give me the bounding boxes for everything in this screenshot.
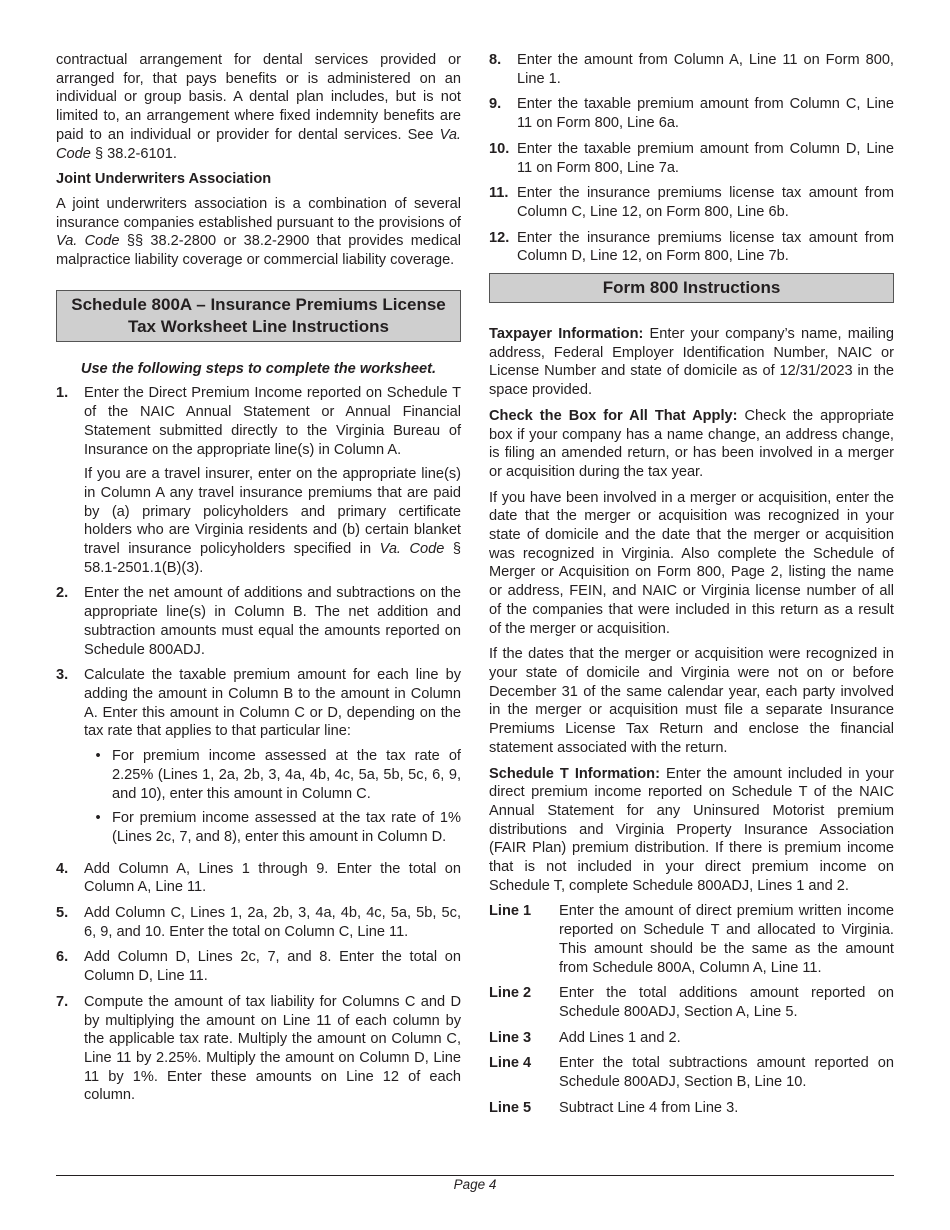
checkbox-paragraph: Check the Box for All That Apply: Check the appropriate box if your company has a name change, an address change, is filing an amended return, or has been involved in a merger or acquisition during the tax year. bbox=[489, 407, 894, 480]
line-text: Enter the total additions amount reported on Schedule 800ADJ, Section A, Line 5. bbox=[559, 985, 894, 1020]
line-text: Subtract Line 4 from Line 3. bbox=[559, 1099, 739, 1116]
step-number: 6. bbox=[56, 949, 69, 966]
step-number: 11. bbox=[489, 185, 509, 202]
list-item bbox=[489, 184, 894, 221]
step-text: Add Column D, Lines 2c, 7, and 8. Enter the total on Column D, Line 11. bbox=[84, 949, 461, 985]
line-label: Line 4 bbox=[489, 1055, 532, 1072]
step-text: Add Column A, Lines 1 through 9. Enter the total on Column A, Line 11. bbox=[84, 860, 461, 896]
bullet-icon: • bbox=[95, 748, 101, 765]
list-item bbox=[56, 384, 461, 577]
step-number: 2. bbox=[56, 585, 69, 602]
list-item bbox=[489, 1029, 894, 1048]
line-text: Enter the amount of direct premium written income reported on Schedule T and allocated to Virginia. This amount should be the same as the amount from Schedule 800A, Column A, Line 11. bbox=[559, 903, 894, 976]
line-text: Add Lines 1 and 2. bbox=[559, 1029, 681, 1046]
step-number: 12. bbox=[489, 229, 510, 246]
list-item: • For premium income assessed at the tax rate of 2.25% (Lines 1, 2a, 2b, 3, 4a, 4b, 4c, 5a, 5b, 5c, 6, 9, and 10), enter this amount in Column C. bbox=[84, 747, 461, 803]
step-text: Calculate the taxable premium amount for each line by adding the amount in Column B to the amount in Column A. Enter this amount in Column C or D, depending on the tax rate that applies to that particular line: bbox=[84, 667, 461, 740]
step-number: 5. bbox=[56, 905, 69, 922]
list-item bbox=[489, 1054, 894, 1091]
dental-plan-paragraph: contractual arrangement for dental services provided or arranged for, that pays benefits or is administered on an individual or group basis. A dental plan includes, but is not limited to, an arrangement where fixed indemnity benefits are paid to an individual or provider for dental services. See Va. Code § 38.2-6101. bbox=[56, 52, 461, 162]
footer-divider bbox=[56, 1175, 894, 1176]
step-text: Enter the taxable premium amount from Column D, Line 11 on Form 800, Line 7a. bbox=[517, 140, 894, 176]
step-number: 9. bbox=[489, 96, 502, 113]
taxpayer-info-paragraph: Taxpayer Information: Enter your company’s name, mailing address, Federal Employer Identification Number, NAIC or License Number and state of domicile as of 12/31/2023 in the space provided. bbox=[489, 326, 894, 399]
list-item bbox=[489, 95, 894, 132]
step-number: 10. bbox=[489, 140, 510, 157]
step-number: 8. bbox=[489, 52, 502, 68]
list-item bbox=[56, 948, 461, 985]
right-column bbox=[489, 51, 894, 1124]
schedule-800a-heading: Schedule 800A – Insurance Premiums License Tax Worksheet Line Instructions bbox=[56, 290, 461, 342]
step-number: 4. bbox=[56, 860, 69, 877]
step-text: Enter the amount from Column A, Line 11 on Form 800, Line 1. bbox=[517, 52, 894, 87]
list-item bbox=[56, 666, 461, 852]
list-item bbox=[489, 1099, 894, 1118]
line-text: Enter the total subtractions amount reported on Schedule 800ADJ, Section B, Line 10. bbox=[559, 1055, 894, 1091]
step-text: Add Column C, Lines 1, 2a, 2b, 3, 4a, 4b, 4c, 5a, 5b, 5c, 6, 9, and 10. Enter the total on Column C, Line 11. bbox=[84, 905, 461, 940]
list-item bbox=[489, 984, 894, 1021]
worksheet-steps-list bbox=[56, 384, 461, 1105]
step-number: 3. bbox=[56, 667, 69, 684]
worksheet-steps-continued bbox=[489, 51, 894, 266]
line-label: Line 1 bbox=[489, 903, 532, 920]
jua-paragraph: A joint underwriters association is a combination of several insurance companies established pursuant to the provisions of Va. Code §§ 38.2-2800 or 38.2-2900 that provides medical malpractice liability coverage or commercial liability coverage. bbox=[56, 195, 461, 269]
step-number: 7. bbox=[56, 993, 69, 1010]
schedule-t-paragraph: Schedule T Information: Enter the amount included in your direct premium income reported on Schedule T of the NAIC Annual Statement for any Uninsured Motorist premium distributions and Virginia Property Insurance Association (FAIR Plan) premium distribution. If there is premium income that is not included in your direct premium income on Schedule T, complete Schedule 800ADJ, Lines 1 and 2. bbox=[489, 765, 894, 894]
step-text: Enter the insurance premiums license tax amount from Column C, Line 12, on Form 800, Line 6b. bbox=[517, 185, 894, 220]
step-number: 1. bbox=[56, 385, 69, 402]
list-item bbox=[56, 860, 461, 897]
step-text: Enter the taxable premium amount from Column C, Line 11 on Form 800, Line 6a. bbox=[517, 96, 894, 132]
merger-paragraph-1: If you have been involved in a merger or acquisition, enter the date that the merger or acquisition was recognized in your state of domicile and the date that the merger or acquisition was recognized in Virginia. Also complete the Schedule of Merger or Acquisition on Form 800, Page 2, listing the name or address, FEIN, and NAIC or Virginia license number of all of the companies that were included in this return as a result of the merger or acquisition. bbox=[489, 489, 894, 637]
list-item: • For premium income assessed at the tax rate of 1% (Lines 2c, 7, and 8), enter this amount in Column D. bbox=[84, 809, 461, 846]
step-text: Compute the amount of tax liability for Columns C and D by multiplying the amount on Line 11 of each column by the applicable tax rate. Multiply the amount on Column C, Line 11 by 2.25%. Multiply the amount on Column D, Line 11 by 1%. Enter these amounts on Line 12 of each column. bbox=[84, 993, 461, 1104]
form-line-instructions bbox=[489, 902, 894, 1117]
left-column bbox=[56, 51, 461, 1112]
tax-rate-bullets bbox=[84, 747, 461, 847]
form-800-heading: Form 800 Instructions bbox=[489, 273, 894, 303]
jua-heading: Joint Underwriters Association bbox=[56, 171, 272, 188]
list-item bbox=[56, 584, 461, 659]
list-item bbox=[56, 904, 461, 941]
step-text: If you are a travel insurer, enter on the appropriate line(s) in Column A any travel insurance premiums that are paid by (a) primary policyholders and primary certificate holders who are Virginia residents and (b) certain blanket travel insurance policyholders specified in Va. Code § 58.1-2501.1(B)(3). bbox=[84, 466, 462, 576]
step-text: Enter the Direct Premium Income reported on Schedule T of the NAIC Annual Statement or Annual Financial Statement submitted directly to the Virginia Bureau of Insurance on the appropriate line(s) in Column A. bbox=[84, 385, 461, 458]
list-item bbox=[56, 993, 461, 1105]
bullet-icon: • bbox=[95, 810, 101, 827]
list-item bbox=[489, 902, 894, 977]
list-item bbox=[489, 140, 894, 177]
page-number: Page 4 bbox=[453, 1177, 497, 1192]
steps-intro: Use the following steps to complete the worksheet. bbox=[80, 360, 437, 377]
merger-paragraph-2: If the dates that the merger or acquisition were recognized in your state of domicile and Virginia were not on or before December 31 of the same calendar year, each party involved in the merger or acquisition must file a separate Insurance Premiums License Tax Return and enclose the financial statement associated with the return. bbox=[489, 646, 894, 756]
list-item bbox=[489, 51, 894, 88]
line-label: Line 2 bbox=[489, 985, 532, 1002]
step-text: Enter the insurance premiums license tax amount from Column D, Line 12, on Form 800, Line 7b. bbox=[517, 229, 894, 265]
list-item bbox=[489, 229, 894, 266]
step-text: Enter the net amount of additions and subtractions on the appropriate line(s) in Column B. The net addition and subtraction amounts must equal the amounts reported on Schedule 800ADJ. bbox=[84, 585, 461, 658]
line-label: Line 5 bbox=[489, 1099, 532, 1116]
line-label: Line 3 bbox=[489, 1029, 532, 1046]
